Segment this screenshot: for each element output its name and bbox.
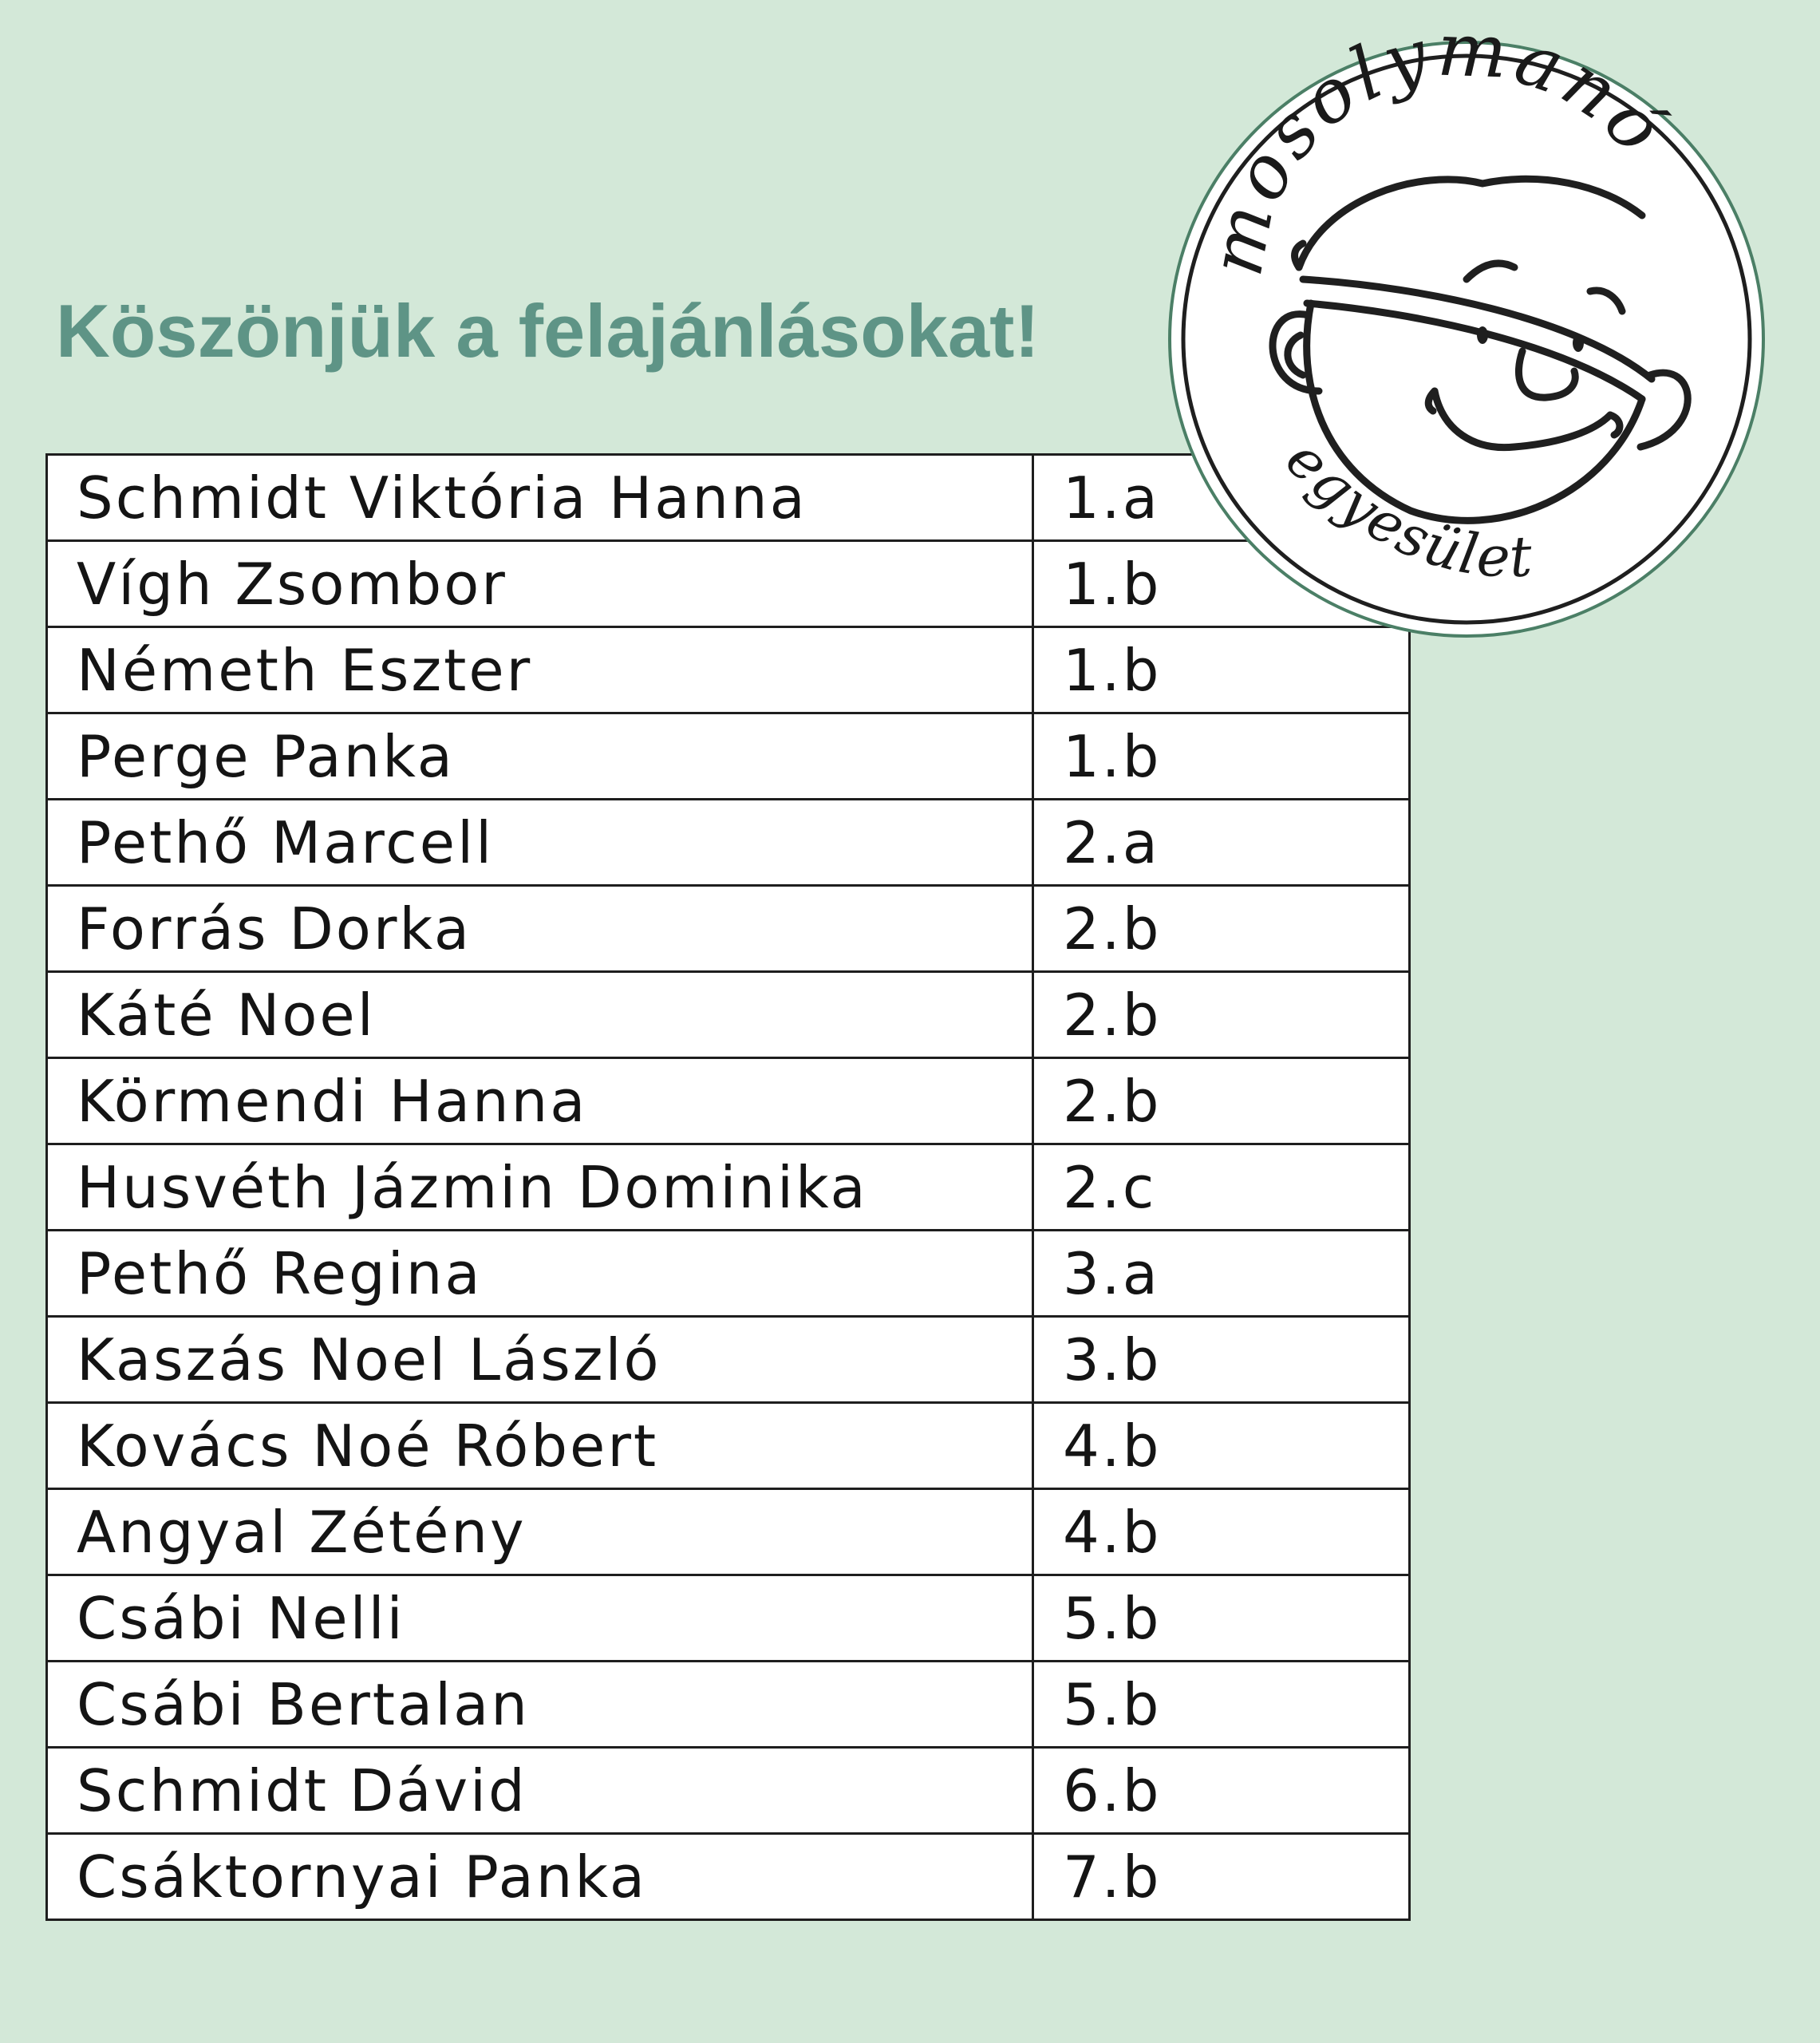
donor-class: 2.b (1033, 1058, 1410, 1144)
logo-word-top: mosolymanó (1193, 16, 1684, 283)
page-title: Köszönjük a felajánlásokat! (56, 289, 1040, 373)
donor-class: 1.b (1033, 627, 1410, 713)
donor-class: 2.b (1033, 886, 1410, 972)
table-row (47, 800, 1410, 886)
donor-name: Pethő Marcell (47, 800, 1033, 886)
table-row (47, 1575, 1410, 1662)
donor-class: 1.a (1033, 455, 1410, 541)
donor-name: Csábi Nelli (47, 1575, 1033, 1662)
donor-name: Kovács Noé Róbert (47, 1403, 1033, 1489)
donor-name: Csáktornyai Panka (47, 1834, 1033, 1920)
logo-graphic (1163, 16, 1770, 638)
donor-name: Angyal Zétény (47, 1489, 1033, 1575)
donor-name: Németh Eszter (47, 627, 1033, 713)
donor-name: Schmidt Viktória Hanna (47, 455, 1033, 541)
donor-name: Vígh Zsombor (47, 541, 1033, 627)
mosolymano-logo (1163, 16, 1770, 638)
donor-name: Káté Noel (47, 972, 1033, 1058)
donor-name: Pethő Regina (47, 1231, 1033, 1317)
donor-class: 7.b (1033, 1834, 1410, 1920)
donor-class: 4.b (1033, 1403, 1410, 1489)
donor-name: Husvéth Jázmin Dominika (47, 1144, 1033, 1231)
donor-name: Kaszás Noel László (47, 1317, 1033, 1403)
table-row (47, 627, 1410, 713)
donor-name: Csábi Bertalan (47, 1662, 1033, 1748)
table-row (47, 1317, 1410, 1403)
donor-class: 2.c (1033, 1144, 1410, 1231)
donor-class: 3.a (1033, 1231, 1410, 1317)
donor-class: 1.b (1033, 713, 1410, 800)
table-row (47, 886, 1410, 972)
table-row (47, 713, 1410, 800)
table-row (47, 1748, 1410, 1834)
eye-left-icon (1477, 326, 1488, 344)
table-row (47, 1144, 1410, 1231)
table-row (47, 1058, 1410, 1144)
table-row (47, 1403, 1410, 1489)
donor-name: Perge Panka (47, 713, 1033, 800)
donor-class: 3.b (1033, 1317, 1410, 1403)
donor-class: 1.b (1033, 541, 1410, 627)
donor-class: 6.b (1033, 1748, 1410, 1834)
donor-name: Forrás Dorka (47, 886, 1033, 972)
donor-name: Körmendi Hanna (47, 1058, 1033, 1144)
donor-class: 5.b (1033, 1662, 1410, 1748)
logo-word-bottom: egyesület (1273, 426, 1536, 591)
table-row (47, 1489, 1410, 1575)
table-row (47, 1834, 1410, 1920)
donor-table-body (47, 455, 1410, 1920)
table-row (47, 1662, 1410, 1748)
donor-class: 5.b (1033, 1575, 1410, 1662)
donor-table (45, 453, 1411, 1921)
table-row (47, 972, 1410, 1058)
table-row (47, 1231, 1410, 1317)
donor-class: 2.b (1033, 972, 1410, 1058)
eye-right-icon (1573, 334, 1584, 352)
donor-class: 2.a (1033, 800, 1410, 886)
donor-class: 4.b (1033, 1489, 1410, 1575)
donor-name: Schmidt Dávid (47, 1748, 1033, 1834)
